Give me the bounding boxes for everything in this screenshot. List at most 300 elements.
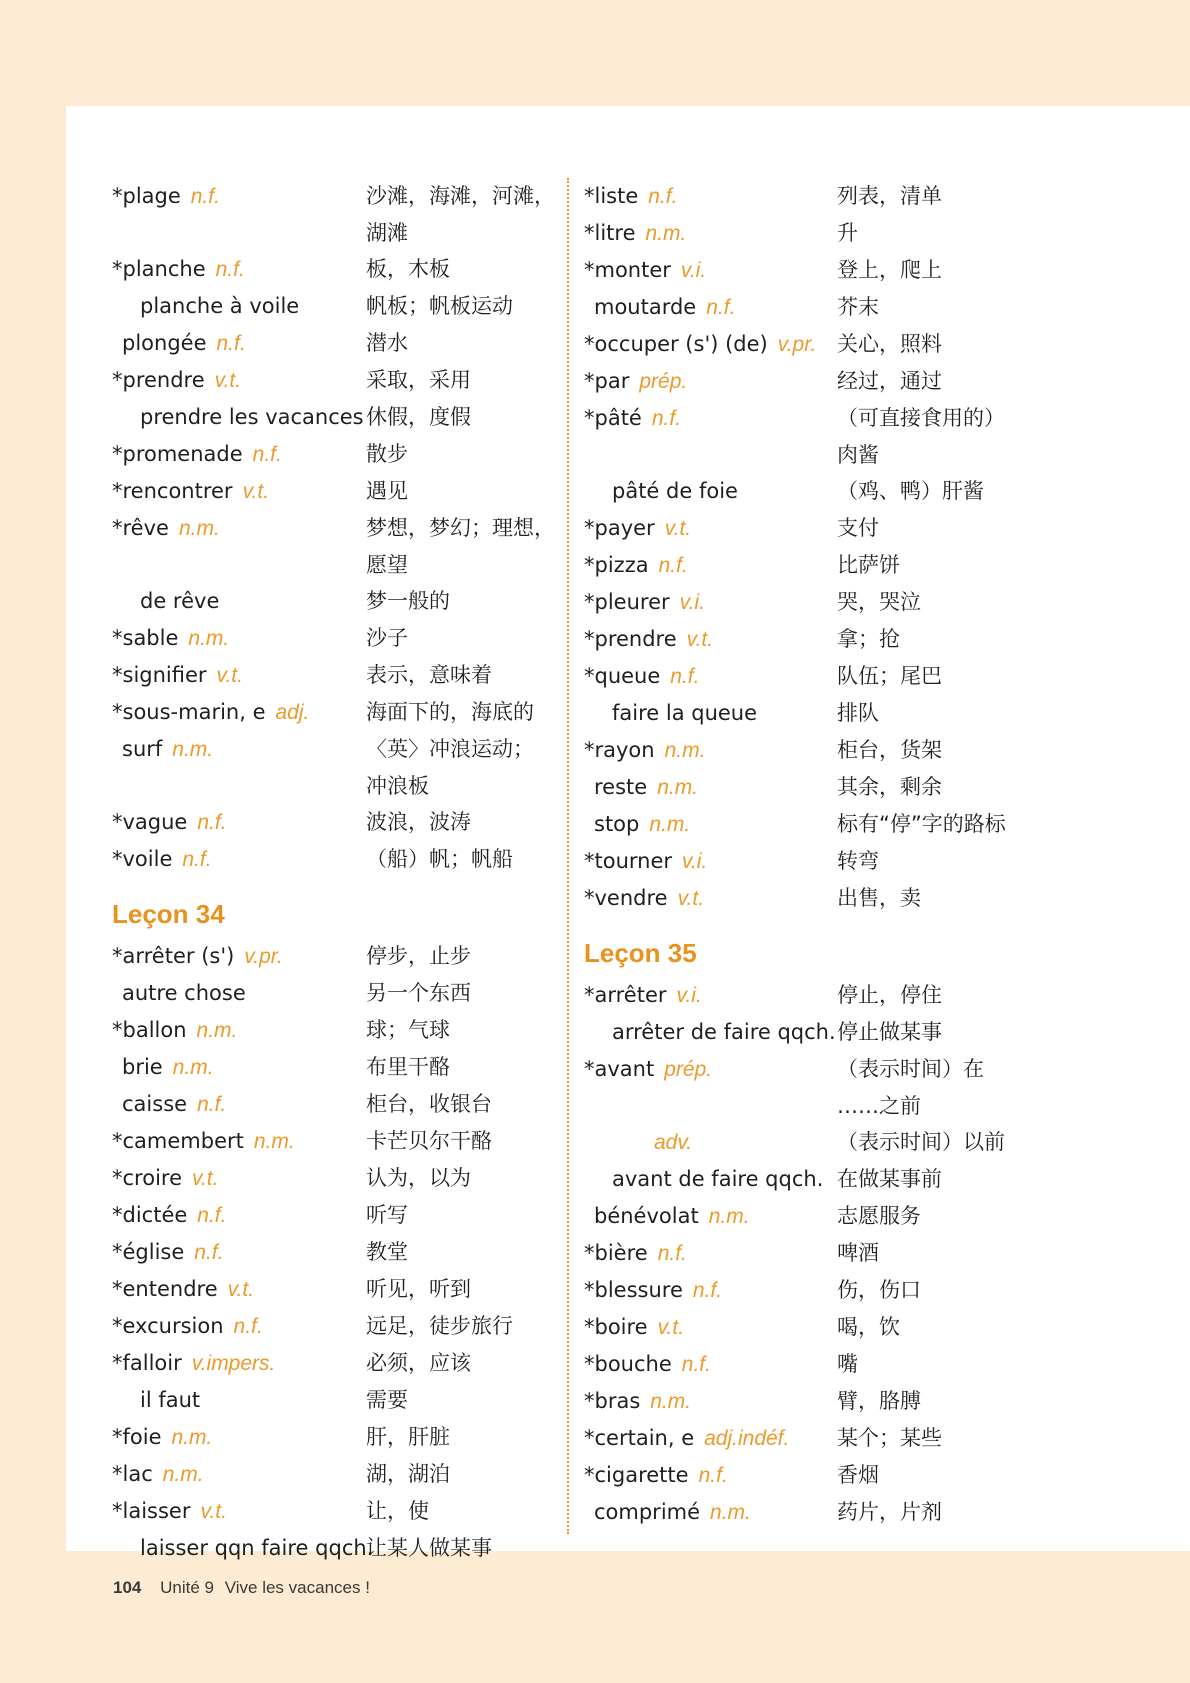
part-of-speech: n.m. xyxy=(188,627,230,650)
vocab-entry xyxy=(584,215,1084,252)
vocab-entry xyxy=(584,1383,1084,1420)
chinese-meaning: 关心，照料 xyxy=(837,332,942,356)
vocab-entry xyxy=(584,437,1084,473)
vocab-entry xyxy=(584,1198,1084,1235)
part-of-speech: adj. xyxy=(275,701,310,724)
french-term-cell xyxy=(112,251,366,288)
french-term-cell xyxy=(112,1049,366,1086)
chinese-meaning: 停止做某事 xyxy=(837,1020,942,1044)
part-of-speech: n.f. xyxy=(657,1242,687,1265)
vocab-entry xyxy=(584,621,1084,658)
chinese-meaning: 柜台，收银台 xyxy=(366,1092,492,1116)
chinese-meaning: 啤酒 xyxy=(837,1241,879,1265)
chinese-meaning: 芥末 xyxy=(837,295,879,319)
french-term-cell xyxy=(112,1456,366,1493)
french-term-cell xyxy=(112,399,366,436)
part-of-speech: v.i. xyxy=(676,984,702,1007)
french-term-cell xyxy=(112,804,366,841)
french-term-cell xyxy=(112,1160,366,1197)
vocab-entry xyxy=(112,1271,582,1308)
part-of-speech: n.f. xyxy=(216,332,246,355)
vocab-entry xyxy=(112,325,582,362)
french-word: *sable xyxy=(112,626,179,650)
part-of-speech: adj.indéf. xyxy=(704,1427,790,1450)
part-of-speech: n.f. xyxy=(215,258,245,281)
chinese-meaning: 列表，清单 xyxy=(837,184,942,208)
chinese-meaning: 球；气球 xyxy=(366,1018,450,1042)
french-word: *promenade xyxy=(112,442,243,466)
french-word: *prendre xyxy=(112,368,205,392)
french-word: *excursion xyxy=(112,1314,224,1338)
part-of-speech: adv. xyxy=(654,1131,693,1154)
french-word: *liste xyxy=(584,184,639,208)
french-word: *rayon xyxy=(584,738,655,762)
french-word: *ballon xyxy=(112,1018,187,1042)
french-word: *plage xyxy=(112,184,181,208)
french-term-cell xyxy=(112,362,366,399)
chinese-meaning: 沙子 xyxy=(366,626,408,650)
vocab-entry xyxy=(112,583,582,620)
part-of-speech: n.m. xyxy=(649,813,691,836)
unit-title: Vive les vacances ! xyxy=(224,1578,370,1597)
french-word: il faut xyxy=(140,1388,201,1412)
french-word: *vendre xyxy=(584,886,668,910)
chinese-meaning: 让，使 xyxy=(366,1499,429,1523)
french-word: *falloir xyxy=(112,1351,182,1375)
vocab-entry xyxy=(112,1382,582,1419)
chinese-meaning: 听见，听到 xyxy=(366,1277,471,1301)
french-word: *cigarette xyxy=(584,1463,689,1487)
unit-label: Unité 9 xyxy=(160,1578,214,1597)
french-word: *planche xyxy=(112,257,206,281)
chinese-meaning: 其余，剩余 xyxy=(837,775,942,799)
chinese-meaning: 喝，饮 xyxy=(837,1315,900,1339)
part-of-speech: n.f. xyxy=(698,1464,728,1487)
french-word: avant de faire qqch. xyxy=(612,1167,824,1191)
french-term-cell xyxy=(112,325,366,362)
french-word: *tourner xyxy=(584,849,673,873)
french-word: *signifier xyxy=(112,663,207,687)
vocab-entry xyxy=(584,1420,1084,1457)
chinese-meaning: 梦一般的 xyxy=(366,589,450,613)
french-word: de rêve xyxy=(140,589,220,613)
part-of-speech: n.f. xyxy=(182,848,212,871)
french-term-cell xyxy=(584,584,837,621)
vocab-entry xyxy=(112,1197,582,1234)
chinese-meaning: 沙滩，海滩，河滩， xyxy=(366,184,555,208)
chinese-meaning: 需要 xyxy=(366,1388,408,1412)
chinese-meaning: 经过，通过 xyxy=(837,369,942,393)
vocab-entry xyxy=(584,658,1084,695)
vocab-entry xyxy=(112,362,582,399)
part-of-speech: n.m. xyxy=(253,1130,295,1153)
part-of-speech: n.m. xyxy=(196,1019,238,1042)
french-term-cell xyxy=(584,1161,837,1198)
french-term-cell xyxy=(112,1345,366,1382)
chinese-meaning: 臂，胳膊 xyxy=(837,1389,921,1413)
french-term-cell xyxy=(112,731,366,768)
chinese-meaning: （可直接食用的） xyxy=(837,406,1005,430)
vocab-entry xyxy=(112,1012,582,1049)
french-term-cell xyxy=(584,215,837,252)
vocab-entry xyxy=(584,843,1084,880)
vocab-entry xyxy=(584,510,1084,547)
chinese-meaning: 愿望 xyxy=(366,553,408,577)
french-term-cell xyxy=(112,1530,374,1567)
vocab-entry xyxy=(112,288,582,325)
part-of-speech: n.f. xyxy=(658,554,688,577)
part-of-speech: v.t. xyxy=(657,1316,685,1339)
vocab-entry xyxy=(584,1124,1084,1161)
french-word: *monter xyxy=(584,258,671,282)
vocab-entry xyxy=(584,1346,1084,1383)
chinese-meaning: 哭，哭泣 xyxy=(837,590,921,614)
french-term-cell xyxy=(112,1086,366,1123)
vocab-entry xyxy=(112,768,582,804)
part-of-speech: v.pr. xyxy=(777,333,817,356)
french-word: *pizza xyxy=(584,553,649,577)
chinese-meaning: 香烟 xyxy=(837,1463,879,1487)
french-term-cell xyxy=(584,400,837,437)
chinese-meaning: 队伍；尾巴 xyxy=(837,664,942,688)
column-divider xyxy=(567,178,569,1534)
vocab-entry xyxy=(584,289,1084,326)
vocab-entry xyxy=(584,1457,1084,1494)
part-of-speech: n.m. xyxy=(710,1501,751,1524)
chinese-meaning: 散步 xyxy=(366,442,408,466)
french-word: autre chose xyxy=(122,981,246,1005)
vocab-entry xyxy=(584,806,1084,843)
french-word: prendre les vacances xyxy=(140,405,364,429)
chinese-meaning: 认为，以为 xyxy=(366,1166,471,1190)
part-of-speech: n.m. xyxy=(664,739,706,762)
vocab-entry xyxy=(112,975,582,1012)
french-word: *pâté xyxy=(584,406,642,430)
vocab-entry xyxy=(112,1456,582,1493)
part-of-speech: n.f. xyxy=(651,407,682,430)
chinese-meaning: （船）帆；帆船 xyxy=(366,847,513,871)
vocab-entry xyxy=(112,1123,582,1160)
chinese-meaning: 〈英〉冲浪运动； xyxy=(366,737,534,761)
french-term-cell xyxy=(584,1346,837,1383)
chinese-meaning: （表示时间）在 xyxy=(837,1057,984,1081)
vocab-entry xyxy=(584,584,1084,621)
chinese-meaning: 梦想，梦幻；理想， xyxy=(366,516,555,540)
part-of-speech: v.t. xyxy=(686,628,714,651)
chinese-meaning: 嘴 xyxy=(837,1352,858,1376)
french-term-cell xyxy=(584,473,837,510)
french-word: *prendre xyxy=(584,627,677,651)
vocab-entry xyxy=(112,178,582,215)
french-word: *boire xyxy=(584,1315,648,1339)
vocab-entry xyxy=(112,436,582,473)
french-word: stop xyxy=(594,812,640,836)
part-of-speech: n.f. xyxy=(233,1315,263,1338)
french-word: *foie xyxy=(112,1425,162,1449)
chinese-meaning: 药片，片剂 xyxy=(837,1500,942,1524)
part-of-speech: v.i. xyxy=(679,591,705,614)
french-term-cell xyxy=(112,288,366,325)
chinese-meaning: 出售，卖 xyxy=(837,886,921,910)
lesson-heading: Leçon 34 xyxy=(112,899,225,929)
chinese-meaning: 另一个东西 xyxy=(366,981,471,1005)
chinese-meaning: 遇见 xyxy=(366,479,408,503)
chinese-meaning: 教堂 xyxy=(366,1240,408,1264)
vocab-entry xyxy=(112,510,582,547)
french-term-cell xyxy=(112,620,366,657)
chinese-meaning: 表示，意味着 xyxy=(366,663,492,687)
french-term-cell xyxy=(584,977,837,1014)
part-of-speech: n.f. xyxy=(197,1204,227,1227)
part-of-speech: v.t. xyxy=(214,369,242,392)
french-word: *par xyxy=(584,369,630,393)
part-of-speech: n.f. xyxy=(681,1353,711,1376)
french-term-cell xyxy=(584,252,837,289)
french-word: *bière xyxy=(584,1241,648,1265)
french-term-cell xyxy=(584,289,837,326)
chinese-meaning: 标有“停”字的路标 xyxy=(837,812,1006,836)
part-of-speech: v.t. xyxy=(227,1278,255,1301)
vocab-entry xyxy=(112,694,582,731)
chinese-meaning: ……之前 xyxy=(837,1094,921,1118)
vocab-entry xyxy=(112,1049,582,1086)
part-of-speech: v.i. xyxy=(682,850,708,873)
french-term-cell xyxy=(584,1272,837,1309)
french-word: brie xyxy=(122,1055,163,1079)
french-word: *certain, e xyxy=(584,1426,695,1450)
french-term-cell xyxy=(584,695,837,732)
vocab-entry xyxy=(112,1086,582,1123)
chinese-meaning: 转弯 xyxy=(837,849,879,873)
french-term-cell xyxy=(112,1308,366,1345)
vocab-entry xyxy=(584,400,1084,437)
french-term-cell xyxy=(112,473,366,510)
chinese-meaning: 潜水 xyxy=(366,331,408,355)
part-of-speech: n.f. xyxy=(190,185,220,208)
french-word: *avant xyxy=(584,1057,655,1081)
french-term-cell xyxy=(112,436,366,473)
part-of-speech: n.f. xyxy=(252,443,282,466)
french-term-cell xyxy=(584,732,837,769)
vocab-entry xyxy=(584,547,1084,584)
french-term-cell xyxy=(584,1309,837,1346)
chinese-meaning: （鸡、鸭）肝酱 xyxy=(837,479,984,503)
french-term-cell xyxy=(584,1383,837,1420)
vocab-entry xyxy=(112,215,582,251)
chinese-meaning: 必须，应该 xyxy=(366,1351,471,1375)
vocab-entry xyxy=(584,252,1084,289)
french-term-cell xyxy=(584,1235,837,1272)
vocab-entry xyxy=(112,657,582,694)
french-term-cell xyxy=(112,975,366,1012)
french-term-cell xyxy=(584,326,837,363)
part-of-speech: n.f. xyxy=(197,1093,227,1116)
vocab-entry xyxy=(584,363,1084,400)
french-term-cell xyxy=(112,1012,366,1049)
french-term-cell xyxy=(584,843,837,880)
french-term-cell xyxy=(584,510,837,547)
french-word: *bouche xyxy=(584,1352,672,1376)
part-of-speech: v.t. xyxy=(677,887,705,910)
part-of-speech: n.m. xyxy=(657,776,699,799)
chinese-meaning: 肉酱 xyxy=(837,443,879,467)
part-of-speech: v.impers. xyxy=(191,1352,276,1375)
vocab-entry xyxy=(584,1014,1084,1051)
vocab-entry xyxy=(584,1272,1084,1309)
vocab-entry xyxy=(584,880,1084,917)
french-term-cell xyxy=(584,1014,837,1051)
vocab-entry xyxy=(584,1235,1084,1272)
french-term-cell xyxy=(584,178,837,215)
vocab-entry xyxy=(112,547,582,583)
french-word: bénévolat xyxy=(594,1204,699,1228)
page-panel xyxy=(66,106,1190,1560)
vocab-entry xyxy=(584,1088,1084,1124)
vocab-entry xyxy=(112,1419,582,1456)
french-word: *bras xyxy=(584,1389,641,1413)
part-of-speech: v.t. xyxy=(242,480,270,503)
chinese-meaning: 湖，湖泊 xyxy=(366,1462,450,1486)
chinese-meaning: 冲浪板 xyxy=(366,774,429,798)
part-of-speech: n.f. xyxy=(197,811,227,834)
french-term-cell xyxy=(584,1051,837,1088)
vocab-entry xyxy=(584,326,1084,363)
vocab-entry xyxy=(584,473,1084,510)
part-of-speech: n.f. xyxy=(692,1279,723,1302)
left-column xyxy=(112,178,582,1567)
french-word: *arrêter (s') xyxy=(112,944,235,968)
chinese-meaning: 帆板；帆板运动 xyxy=(366,294,513,318)
chinese-meaning: 板，木板 xyxy=(366,257,450,281)
vocab-entry xyxy=(584,1161,1084,1198)
french-word: *croire xyxy=(112,1166,182,1190)
chinese-meaning: 志愿服务 xyxy=(837,1204,921,1228)
vocab-entry xyxy=(584,769,1084,806)
vocab-entry xyxy=(112,1530,582,1567)
french-word: *lac xyxy=(112,1462,153,1486)
french-word: *rêve xyxy=(112,516,169,540)
french-term-cell xyxy=(112,938,366,975)
part-of-speech: n.m. xyxy=(708,1205,750,1228)
chinese-meaning: 休假，度假 xyxy=(366,405,471,429)
french-term-cell xyxy=(584,363,837,400)
part-of-speech: n.m. xyxy=(162,1463,204,1486)
part-of-speech: n.f. xyxy=(648,185,678,208)
chinese-meaning: 卡芒贝尔干酪 xyxy=(366,1129,492,1153)
french-word: *occuper (s') (de) xyxy=(584,332,768,356)
french-term-cell xyxy=(112,510,366,547)
vocab-entry xyxy=(584,1051,1084,1088)
chinese-meaning: 伤，伤口 xyxy=(837,1278,921,1302)
french-term-cell xyxy=(112,1382,366,1419)
vocab-entry xyxy=(112,1160,582,1197)
part-of-speech: v.t. xyxy=(216,664,243,687)
part-of-speech: prép. xyxy=(664,1058,713,1081)
french-term-cell xyxy=(112,694,366,731)
french-word: surf xyxy=(122,737,163,761)
french-term-cell xyxy=(584,1198,837,1235)
part-of-speech: n.m. xyxy=(171,1426,213,1449)
french-term-cell xyxy=(112,1234,366,1271)
vocab-entry xyxy=(112,938,582,975)
chinese-meaning: 在做某事前 xyxy=(837,1167,942,1191)
french-word: arrêter de faire qqch. xyxy=(612,1020,836,1044)
french-word: plongée xyxy=(122,331,207,355)
vocab-entry xyxy=(112,399,582,436)
part-of-speech: n.f. xyxy=(706,296,736,319)
french-term-cell xyxy=(584,1124,837,1161)
chinese-meaning: 布里干酪 xyxy=(366,1055,450,1079)
french-word: *sous-marin, e xyxy=(112,700,266,724)
part-of-speech: n.m. xyxy=(172,738,214,761)
chinese-meaning: 远足，徒步旅行 xyxy=(366,1314,513,1338)
french-word: *camembert xyxy=(112,1129,244,1153)
vocab-entry xyxy=(112,841,582,878)
french-term-cell xyxy=(112,1271,366,1308)
part-of-speech: v.t. xyxy=(200,1500,227,1523)
chinese-meaning: 升 xyxy=(837,221,858,245)
french-word: *litre xyxy=(584,221,636,245)
part-of-speech: prép. xyxy=(639,370,688,393)
part-of-speech: n.m. xyxy=(645,222,687,245)
part-of-speech: v.i. xyxy=(680,259,707,282)
french-word: caisse xyxy=(122,1092,188,1116)
french-term-cell xyxy=(112,657,366,694)
vocab-entry xyxy=(584,1494,1084,1531)
french-term-cell xyxy=(112,583,366,620)
page-number: 104 xyxy=(113,1578,142,1597)
french-word: *vague xyxy=(112,810,188,834)
vocab-entry xyxy=(112,804,582,841)
french-term-cell xyxy=(584,547,837,584)
french-word: *laisser xyxy=(112,1499,191,1523)
french-word: *arrêter xyxy=(584,983,667,1007)
vocab-entry xyxy=(112,1345,582,1382)
french-word: *blessure xyxy=(584,1278,683,1302)
vocab-entry xyxy=(584,178,1084,215)
vocab-entry xyxy=(112,620,582,657)
french-term-cell xyxy=(584,1494,837,1531)
right-column xyxy=(584,178,1084,1531)
part-of-speech: n.m. xyxy=(172,1056,214,1079)
chinese-meaning: 排队 xyxy=(837,701,879,725)
chinese-meaning: 登上，爬上 xyxy=(837,258,942,282)
chinese-meaning: 听写 xyxy=(366,1203,408,1227)
chinese-meaning: （表示时间）以前 xyxy=(837,1130,1005,1154)
vocab-entry xyxy=(584,977,1084,1014)
french-term-cell xyxy=(584,880,837,917)
part-of-speech: n.f. xyxy=(670,665,700,688)
vocab-entry xyxy=(584,732,1084,769)
french-term-cell xyxy=(112,1197,366,1234)
french-term-cell xyxy=(584,658,837,695)
chinese-meaning: 波浪，波涛 xyxy=(366,810,471,834)
chinese-meaning: 肝，肝脏 xyxy=(366,1425,450,1449)
vocab-entry xyxy=(112,473,582,510)
vocab-entry xyxy=(112,251,582,288)
part-of-speech: n.m. xyxy=(650,1390,692,1413)
french-term-cell xyxy=(112,841,366,878)
chinese-meaning: 比萨饼 xyxy=(837,553,900,577)
vocab-entry xyxy=(112,1493,582,1530)
chinese-meaning: 拿；抢 xyxy=(837,627,900,651)
french-word: laisser qqn faire qqch. xyxy=(140,1536,374,1560)
french-word: *église xyxy=(112,1240,185,1264)
vocab-entry xyxy=(112,1234,582,1271)
chinese-meaning: 让某人做某事 xyxy=(366,1536,492,1560)
french-term-cell xyxy=(112,1123,366,1160)
french-word: faire la queue xyxy=(612,701,758,725)
